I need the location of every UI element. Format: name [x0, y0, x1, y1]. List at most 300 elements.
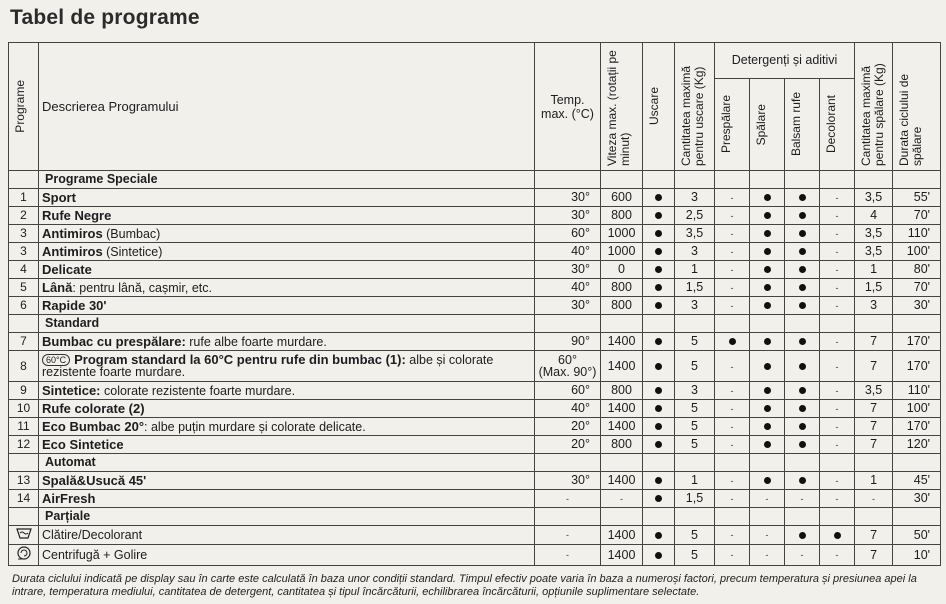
- bullet-icon: [655, 302, 662, 309]
- program-name: Bumbac cu prespălare:: [42, 333, 186, 349]
- softener: [785, 225, 820, 243]
- max-dry-load: 1: [675, 472, 715, 490]
- table-row: [9, 261, 941, 279]
- softener: [785, 400, 820, 418]
- bleach: -: [820, 297, 855, 315]
- wash: [750, 333, 785, 351]
- drying: [643, 351, 675, 382]
- max-speed: -: [601, 490, 643, 508]
- col-balsam: Balsam rufe: [785, 79, 820, 171]
- cycle-duration: 110': [893, 225, 941, 243]
- max-speed: 800: [601, 279, 643, 297]
- cycle-duration: 100': [893, 400, 941, 418]
- max-speed: 800: [601, 382, 643, 400]
- table-row: [9, 490, 941, 508]
- cycle-duration: 55': [893, 189, 941, 207]
- max-wash-load: 3,5: [855, 225, 893, 243]
- program-details: colorate rezistente foarte murdare.: [100, 383, 296, 398]
- max-wash-load: 7: [855, 526, 893, 545]
- max-speed: 1400: [601, 526, 643, 545]
- program-description: [39, 545, 535, 566]
- bullet-icon: [799, 230, 806, 237]
- max-dry-load: 1,5: [675, 279, 715, 297]
- bullet-icon: [655, 477, 662, 484]
- bullet-icon: [799, 266, 806, 273]
- table-row: [9, 189, 941, 207]
- prewash: -: [715, 382, 750, 400]
- col-temp: Temp. max. (°C): [535, 43, 601, 171]
- bleach: -: [820, 400, 855, 418]
- max-speed: 1400: [601, 400, 643, 418]
- bullet-icon: [764, 284, 771, 291]
- program-number: 12: [9, 436, 39, 454]
- cycle-duration: 120': [893, 436, 941, 454]
- drying: [643, 472, 675, 490]
- bullet-icon: [655, 552, 662, 559]
- softener: [785, 207, 820, 225]
- max-wash-load: 3,5: [855, 382, 893, 400]
- program-details: Clătire/Decolorant: [42, 527, 143, 542]
- program-rows: [9, 171, 941, 566]
- cycle-duration: 50': [893, 526, 941, 545]
- bullet-icon: [764, 248, 771, 255]
- max-speed: 0: [601, 261, 643, 279]
- temperature: 40°: [535, 243, 601, 261]
- bleach: -: [820, 189, 855, 207]
- program-number: 14: [9, 490, 39, 508]
- max-wash-load: 7: [855, 351, 893, 382]
- max-wash-load: 7: [855, 400, 893, 418]
- max-wash-load: 7: [855, 436, 893, 454]
- program-description: [39, 436, 535, 454]
- bullet-icon: [655, 284, 662, 291]
- max-speed: 800: [601, 436, 643, 454]
- max-dry-load: 5: [675, 436, 715, 454]
- prewash: -: [715, 418, 750, 436]
- bullet-icon: [655, 212, 662, 219]
- prewash: -: [715, 526, 750, 545]
- cycle-duration: 80': [893, 261, 941, 279]
- temperature: -: [535, 545, 601, 566]
- max-dry-load: 5: [675, 418, 715, 436]
- cycle-duration: 30': [893, 490, 941, 508]
- temperature: 60° (Max. 90°): [535, 351, 601, 382]
- softener: [785, 333, 820, 351]
- bleach: -: [820, 418, 855, 436]
- program-details: : pentru lână, cașmir, etc.: [72, 280, 212, 295]
- prewash: -: [715, 189, 750, 207]
- program-name: AirFresh: [42, 490, 96, 506]
- softener: [785, 382, 820, 400]
- table-row: [9, 545, 941, 566]
- prewash: -: [715, 297, 750, 315]
- max-dry-load: 5: [675, 400, 715, 418]
- bullet-icon: [655, 387, 662, 394]
- cycle-duration: 170': [893, 351, 941, 382]
- bullet-icon: [764, 477, 771, 484]
- program-name: Rapide 30': [42, 297, 107, 313]
- temperature: 20°: [535, 418, 601, 436]
- max-dry-load: 3,5: [675, 225, 715, 243]
- program-details: : albe puțin murdare și colorate delicate.: [144, 419, 366, 434]
- cycle-duration: 70': [893, 207, 941, 225]
- bleach: [820, 526, 855, 545]
- table-row: [9, 207, 941, 225]
- wash: -: [750, 526, 785, 545]
- col-spalare: Spălare: [750, 79, 785, 171]
- prewash: -: [715, 225, 750, 243]
- program-name: Program standard la 60°C pentru rufe din bumbac (1):: [74, 351, 406, 367]
- program-number: 6: [9, 297, 39, 315]
- bleach: -: [820, 545, 855, 566]
- bullet-icon: [764, 230, 771, 237]
- program-number: 2: [9, 207, 39, 225]
- bullet-icon: [655, 423, 662, 430]
- program-number: 8: [9, 351, 39, 382]
- bleach: -: [820, 225, 855, 243]
- temperature: 60°: [535, 382, 601, 400]
- softener: -: [785, 545, 820, 566]
- table-row: [9, 382, 941, 400]
- col-decolorant: Decolorant: [820, 79, 855, 171]
- drying: [643, 436, 675, 454]
- bullet-icon: [764, 338, 771, 345]
- temperature: 40°: [535, 279, 601, 297]
- program-number: 10: [9, 400, 39, 418]
- program-number: 1: [9, 189, 39, 207]
- program-name: Antimiros: [42, 225, 103, 241]
- table-row: [9, 418, 941, 436]
- program-name: Spală&Usucă 45': [42, 472, 147, 488]
- softener: [785, 261, 820, 279]
- bullet-icon: [655, 230, 662, 237]
- max-wash-load: -: [855, 490, 893, 508]
- bullet-icon: [764, 302, 771, 309]
- col-descriere: Descrierea Programului: [39, 43, 535, 171]
- prewash: -: [715, 207, 750, 225]
- softener: -: [785, 490, 820, 508]
- max-dry-load: 1,5: [675, 490, 715, 508]
- program-number: 4: [9, 261, 39, 279]
- program-name: Eco Bumbac 20°: [42, 418, 145, 434]
- drying: [643, 418, 675, 436]
- prewash: -: [715, 490, 750, 508]
- drying: [643, 526, 675, 545]
- bullet-icon: [764, 212, 771, 219]
- program-number: 3: [9, 243, 39, 261]
- program-description: [39, 261, 535, 279]
- program-description: [39, 333, 535, 351]
- program-description: [39, 382, 535, 400]
- max-speed: 1400: [601, 333, 643, 351]
- bullet-icon: [799, 405, 806, 412]
- bullet-icon: [799, 338, 806, 345]
- softener: [785, 351, 820, 382]
- wash: [750, 472, 785, 490]
- bullet-icon: [764, 387, 771, 394]
- wash: [750, 297, 785, 315]
- max-speed: 1400: [601, 472, 643, 490]
- bleach: -: [820, 207, 855, 225]
- prewash: [715, 333, 750, 351]
- max-wash-load: 1: [855, 472, 893, 490]
- max-wash-load: 3,5: [855, 243, 893, 261]
- bleach: -: [820, 382, 855, 400]
- col-viteza: Viteza max. (rotații pe minut): [601, 43, 643, 171]
- program-table: [8, 42, 941, 566]
- table-row: [9, 526, 941, 545]
- max-speed: 1000: [601, 243, 643, 261]
- program-description: [39, 297, 535, 315]
- bullet-icon: [799, 387, 806, 394]
- bullet-icon: [799, 194, 806, 201]
- softener: [785, 418, 820, 436]
- program-description: [39, 279, 535, 297]
- group-label: Parțiale: [39, 508, 535, 526]
- bullet-icon: [799, 284, 806, 291]
- program-description: [39, 351, 535, 382]
- program-description: [39, 207, 535, 225]
- max-dry-load: 5: [675, 351, 715, 382]
- program-description: [39, 490, 535, 508]
- max-dry-load: 3: [675, 189, 715, 207]
- drying: [643, 490, 675, 508]
- program-description: [39, 418, 535, 436]
- wash: [750, 400, 785, 418]
- bullet-icon: [655, 266, 662, 273]
- cycle-duration: 70': [893, 279, 941, 297]
- wash: [750, 225, 785, 243]
- program-name: Rufe colorate (2): [42, 400, 145, 416]
- max-dry-load: 1: [675, 261, 715, 279]
- bullet-icon: [764, 194, 771, 201]
- bullet-icon: [764, 423, 771, 430]
- program-description: [39, 243, 535, 261]
- wash: [750, 418, 785, 436]
- bullet-icon: [655, 441, 662, 448]
- wash: [750, 207, 785, 225]
- max-wash-load: 1,5: [855, 279, 893, 297]
- bullet-icon: [799, 212, 806, 219]
- wash: -: [750, 490, 785, 508]
- temperature: 30°: [535, 297, 601, 315]
- bullet-icon: [655, 532, 662, 539]
- program-name: Sport: [42, 189, 76, 205]
- prewash: -: [715, 545, 750, 566]
- col-detergenti: Detergenți și aditivi: [715, 43, 855, 79]
- col-prespalare: Prespălare: [715, 79, 750, 171]
- cycle-duration: 10': [893, 545, 941, 566]
- col-durata: Durata ciclului de spălare: [893, 43, 941, 171]
- prewash: -: [715, 436, 750, 454]
- drying: [643, 207, 675, 225]
- table-row: [9, 297, 941, 315]
- bullet-icon: [655, 194, 662, 201]
- bleach: -: [820, 333, 855, 351]
- wash: [750, 436, 785, 454]
- max-dry-load: 5: [675, 526, 715, 545]
- table-row: [9, 225, 941, 243]
- bleach: -: [820, 490, 855, 508]
- temperature: 30°: [535, 189, 601, 207]
- program-name: Delicate: [42, 261, 92, 277]
- page-title: Tabel de programe: [10, 6, 200, 29]
- program-details: (Sintetice): [102, 244, 163, 259]
- bleach: -: [820, 279, 855, 297]
- bleach: -: [820, 472, 855, 490]
- program-description: [39, 400, 535, 418]
- group-header-row: [9, 454, 941, 472]
- wash: [750, 261, 785, 279]
- table-row: [9, 243, 941, 261]
- program-name: Lână: [42, 279, 73, 295]
- temperature: -: [535, 490, 601, 508]
- max-speed: 1400: [601, 418, 643, 436]
- program-details: rufe albe foarte murdare.: [185, 334, 327, 349]
- group-header-row: [9, 508, 941, 526]
- drying: [643, 189, 675, 207]
- col-programe: Programe: [9, 43, 39, 171]
- bullet-icon: [655, 248, 662, 255]
- drying: [643, 333, 675, 351]
- max-wash-load: 1: [855, 261, 893, 279]
- max-dry-load: 5: [675, 545, 715, 566]
- bullet-icon: [799, 248, 806, 255]
- max-dry-load: 3: [675, 297, 715, 315]
- wash: [750, 382, 785, 400]
- table-row: [9, 333, 941, 351]
- col-uscare: Uscare: [643, 43, 675, 171]
- prewash: -: [715, 261, 750, 279]
- program-description: [39, 189, 535, 207]
- bullet-icon: [799, 532, 806, 539]
- program-details: albe și colorate rezistente foarte murdare.: [42, 352, 494, 380]
- max-dry-load: 5: [675, 333, 715, 351]
- max-wash-load: 7: [855, 333, 893, 351]
- table-row: [9, 400, 941, 418]
- bleach: -: [820, 436, 855, 454]
- program-number: 3: [9, 225, 39, 243]
- drying: [643, 279, 675, 297]
- rinse-icon: [16, 526, 32, 544]
- col-cant-uscare: Cantitatea maximă pentru uscare (Kg): [675, 43, 715, 171]
- drying: [643, 545, 675, 566]
- bullet-icon: [764, 363, 771, 370]
- wash: [750, 279, 785, 297]
- spin-icon: [16, 545, 32, 565]
- bullet-icon: [799, 441, 806, 448]
- program-number: 9: [9, 382, 39, 400]
- softener: [785, 526, 820, 545]
- bullet-icon: [834, 532, 841, 539]
- temperature: 20°: [535, 436, 601, 454]
- softener: [785, 436, 820, 454]
- program-description: [39, 526, 535, 545]
- bleach: -: [820, 351, 855, 382]
- program-number: 11: [9, 418, 39, 436]
- group-label: Standard: [39, 315, 535, 333]
- max-speed: 800: [601, 207, 643, 225]
- max-wash-load: 4: [855, 207, 893, 225]
- program-description: [39, 472, 535, 490]
- cycle-duration: 45': [893, 472, 941, 490]
- prewash: -: [715, 472, 750, 490]
- bullet-icon: [799, 477, 806, 484]
- group-header-row: [9, 171, 941, 189]
- program-name: Sintetice:: [42, 382, 101, 398]
- max-wash-load: 3,5: [855, 189, 893, 207]
- bullet-icon: [799, 302, 806, 309]
- program-number: [9, 526, 39, 545]
- bullet-icon: [655, 405, 662, 412]
- table-row: [9, 472, 941, 490]
- group-label: Automat: [39, 454, 535, 472]
- temp-badge-icon: 60°C: [42, 354, 70, 366]
- bullet-icon: [799, 363, 806, 370]
- bullet-icon: [655, 338, 662, 345]
- program-number: 7: [9, 333, 39, 351]
- program-description: [39, 225, 535, 243]
- prewash: -: [715, 279, 750, 297]
- cycle-duration: 100': [893, 243, 941, 261]
- drying: [643, 261, 675, 279]
- prewash: -: [715, 400, 750, 418]
- max-dry-load: 2,5: [675, 207, 715, 225]
- bullet-icon: [729, 338, 736, 345]
- program-details: Centrifugă + Golire: [42, 547, 148, 562]
- bullet-icon: [764, 441, 771, 448]
- program-number: [9, 545, 39, 566]
- max-speed: 1000: [601, 225, 643, 243]
- drying: [643, 225, 675, 243]
- softener: [785, 297, 820, 315]
- softener: [785, 279, 820, 297]
- temperature: 60°: [535, 225, 601, 243]
- max-dry-load: 3: [675, 243, 715, 261]
- cycle-duration: 110': [893, 382, 941, 400]
- table-row: [9, 279, 941, 297]
- bullet-icon: [764, 266, 771, 273]
- bullet-icon: [655, 363, 662, 370]
- max-wash-load: 3: [855, 297, 893, 315]
- wash: [750, 243, 785, 261]
- group-label: Programe Speciale: [39, 171, 535, 189]
- wash: [750, 351, 785, 382]
- max-wash-load: 7: [855, 545, 893, 566]
- table-row: [9, 436, 941, 454]
- temperature: 40°: [535, 400, 601, 418]
- softener: [785, 243, 820, 261]
- temperature: 90°: [535, 333, 601, 351]
- max-speed: 1400: [601, 545, 643, 566]
- program-name: Eco Sintetice: [42, 436, 124, 452]
- max-speed: 800: [601, 297, 643, 315]
- prewash: -: [715, 243, 750, 261]
- cycle-duration: 30': [893, 297, 941, 315]
- bullet-icon: [799, 423, 806, 430]
- drying: [643, 243, 675, 261]
- drying: [643, 297, 675, 315]
- prewash: -: [715, 351, 750, 382]
- bullet-icon: [764, 405, 771, 412]
- table-row: [9, 351, 941, 382]
- max-wash-load: 7: [855, 418, 893, 436]
- max-speed: 600: [601, 189, 643, 207]
- cycle-duration: 170': [893, 418, 941, 436]
- program-name: Antimiros: [42, 243, 103, 259]
- softener: [785, 472, 820, 490]
- footnote: Durata ciclului indicată pe display sau în carte este calculată în baza unor condiții standard. Timpul efectiv poate varia în baza a numeroși factori, precum temperatura și presiunea apei la intrare, temperatura mediului, cantitatea de detergent, cantitatea și tipul încărcăturii, echilibrarea încărcăturii, opțiunile suplimentare selectate.: [12, 573, 917, 598]
